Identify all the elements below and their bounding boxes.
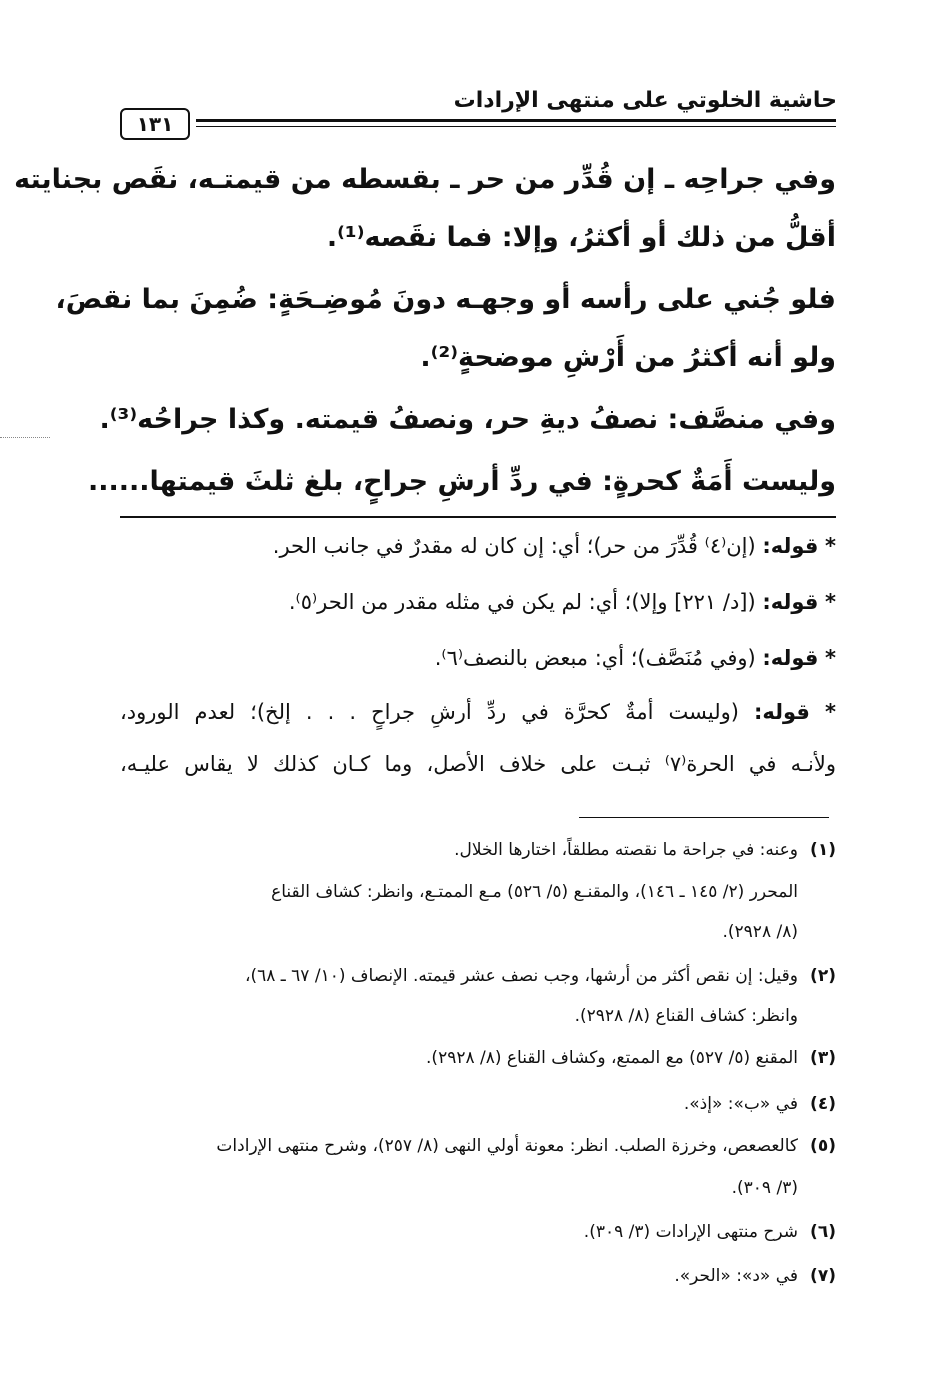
footnote-text: في «ب»: «إذ». <box>683 1094 798 1114</box>
footnote-7 <box>120 1266 836 1286</box>
main-text-line: فلو جُني على رأسه أو وجهـه دونَ مُوضِـحَةٍ: ضُمِنَ بما نقصَ، <box>55 284 836 315</box>
footnote-6 <box>120 1222 836 1242</box>
footnote-number: (٧) <box>810 1266 836 1286</box>
commentary-label: قوله: <box>762 534 819 558</box>
footnote-2 <box>120 966 836 986</box>
footnote-number: (٣) <box>810 1048 836 1068</box>
commentary-label: قوله: <box>762 646 819 670</box>
footnote-text: في «د»: «الحر». <box>674 1266 798 1286</box>
page-number: ١٣١ <box>120 108 190 140</box>
commentary-line <box>120 646 836 670</box>
main-text-line: أقلُّ من ذلك أو أكثرُ، وإلا: فما نقَصه⁽¹⁾. <box>326 222 836 253</box>
footnote-3 <box>120 1048 836 1068</box>
header-rule <box>196 119 836 122</box>
footnote-5-line-2: (٣/ ٣٠٩). <box>731 1178 798 1198</box>
footnote-1-line-3: (٨/ ٢٩٢٨). <box>722 922 798 942</box>
footnote-1 <box>120 840 836 860</box>
commentary-text: (وفي مُنَصَّف)؛ أي: مبعض بالنصف⁽٦⁾. <box>434 646 756 670</box>
commentary-text: ([د/ ٢٢١] وإلا)؛ أي: لم يكن في مثله مقدر من الحر⁽٥⁾. <box>288 590 756 614</box>
footnote-text: وعنه: في جراحة ما نقصته مطلقاً، اختارها الخلال. <box>454 840 798 860</box>
footnote-number: (٦) <box>810 1222 836 1242</box>
footnote-separator-rule <box>579 817 829 818</box>
bullet-star-icon: * <box>825 700 836 724</box>
footnote-text: شرح منتهى الإرادات (٣/ ٣٠٩). <box>583 1222 798 1242</box>
footnote-number: (٥) <box>810 1136 836 1156</box>
footnote-5 <box>120 1136 836 1156</box>
main-text-line: ولو أنه أكثرُ من أَرْشِ موضحةٍ⁽²⁾. <box>420 342 836 373</box>
footnote-2-line-2: وانظر: كشاف القناع (٨/ ٢٩٢٨). <box>574 1006 798 1026</box>
bullet-star-icon: * <box>825 646 836 670</box>
footnote-4 <box>120 1094 836 1114</box>
commentary-text: (وليست أمةٌ كحرَّة في ردِّ أرشِ جراحٍ . . . إلخ)؛ لعدم الورود، <box>120 700 739 724</box>
footnote-text: المقنع (٥/ ٥٢٧) مع الممتع، وكشاف القناع (٨/ ٢٩٢٨). <box>426 1048 798 1068</box>
text-separator-rule <box>120 516 836 518</box>
main-text-line: وفي منصَّف: نصفُ ديةِ حر، ونصفُ قيمته. وكذا جراحُه⁽³⁾. <box>99 404 836 435</box>
footnote-number: (٤) <box>810 1094 836 1114</box>
footnote-number: (٢) <box>810 966 836 986</box>
commentary-line <box>120 700 836 724</box>
header-rule-thin <box>196 126 836 127</box>
footnote-text: وقيل: إن نقص أكثر من أرشها، وجب نصف عشر قيمته. الإنصاف (١٠/ ٦٧ ـ ٦٨)، <box>244 966 798 986</box>
commentary-line: ولأنـه في الحرة⁽٧⁾ ثبـت على خلاف الأصل، وما كـان كذلك لا يقاس عليـه، <box>120 752 836 776</box>
scan-edge-mark <box>0 437 50 439</box>
running-header-title: حاشية الخلوتي على منتهى الإرادات <box>453 88 837 113</box>
commentary-label: قوله: <box>762 590 819 614</box>
commentary-text: (إن⁽٤⁾ قُدِّرَ من حر)؛ أي: إن كان له مقدرٌ في جانب الحر. <box>272 534 756 558</box>
bullet-star-icon: * <box>825 534 836 558</box>
bullet-star-icon: * <box>825 590 836 614</box>
footnote-text: كالعصعص، وخرزة الصلب. انظر: معونة أولي النهى (٨/ ٢٥٧)، وشرح منتهى الإرادات <box>216 1136 798 1156</box>
commentary-line <box>120 590 836 614</box>
main-text-line: وفي جراحِه ـ إن قُدِّر من حر ـ بقسطه من قيمتـه، نقَص بجنايته <box>14 164 836 195</box>
footnote-1-line-2: المحرر (٢/ ١٤٥ ـ ١٤٦)، والمقنـع (٥/ ٥٢٦) مـع الممتـع، وانظر: كشاف القناع <box>271 882 798 902</box>
footnote-number: (١) <box>810 840 836 860</box>
main-text-line: وليست أَمَةٌ كحرةٍ: في ردِّ أرشِ جراحٍ، بلغ ثلثَ قيمتها...... <box>88 466 836 497</box>
commentary-line <box>120 534 836 558</box>
commentary-label: قوله: <box>754 700 810 724</box>
